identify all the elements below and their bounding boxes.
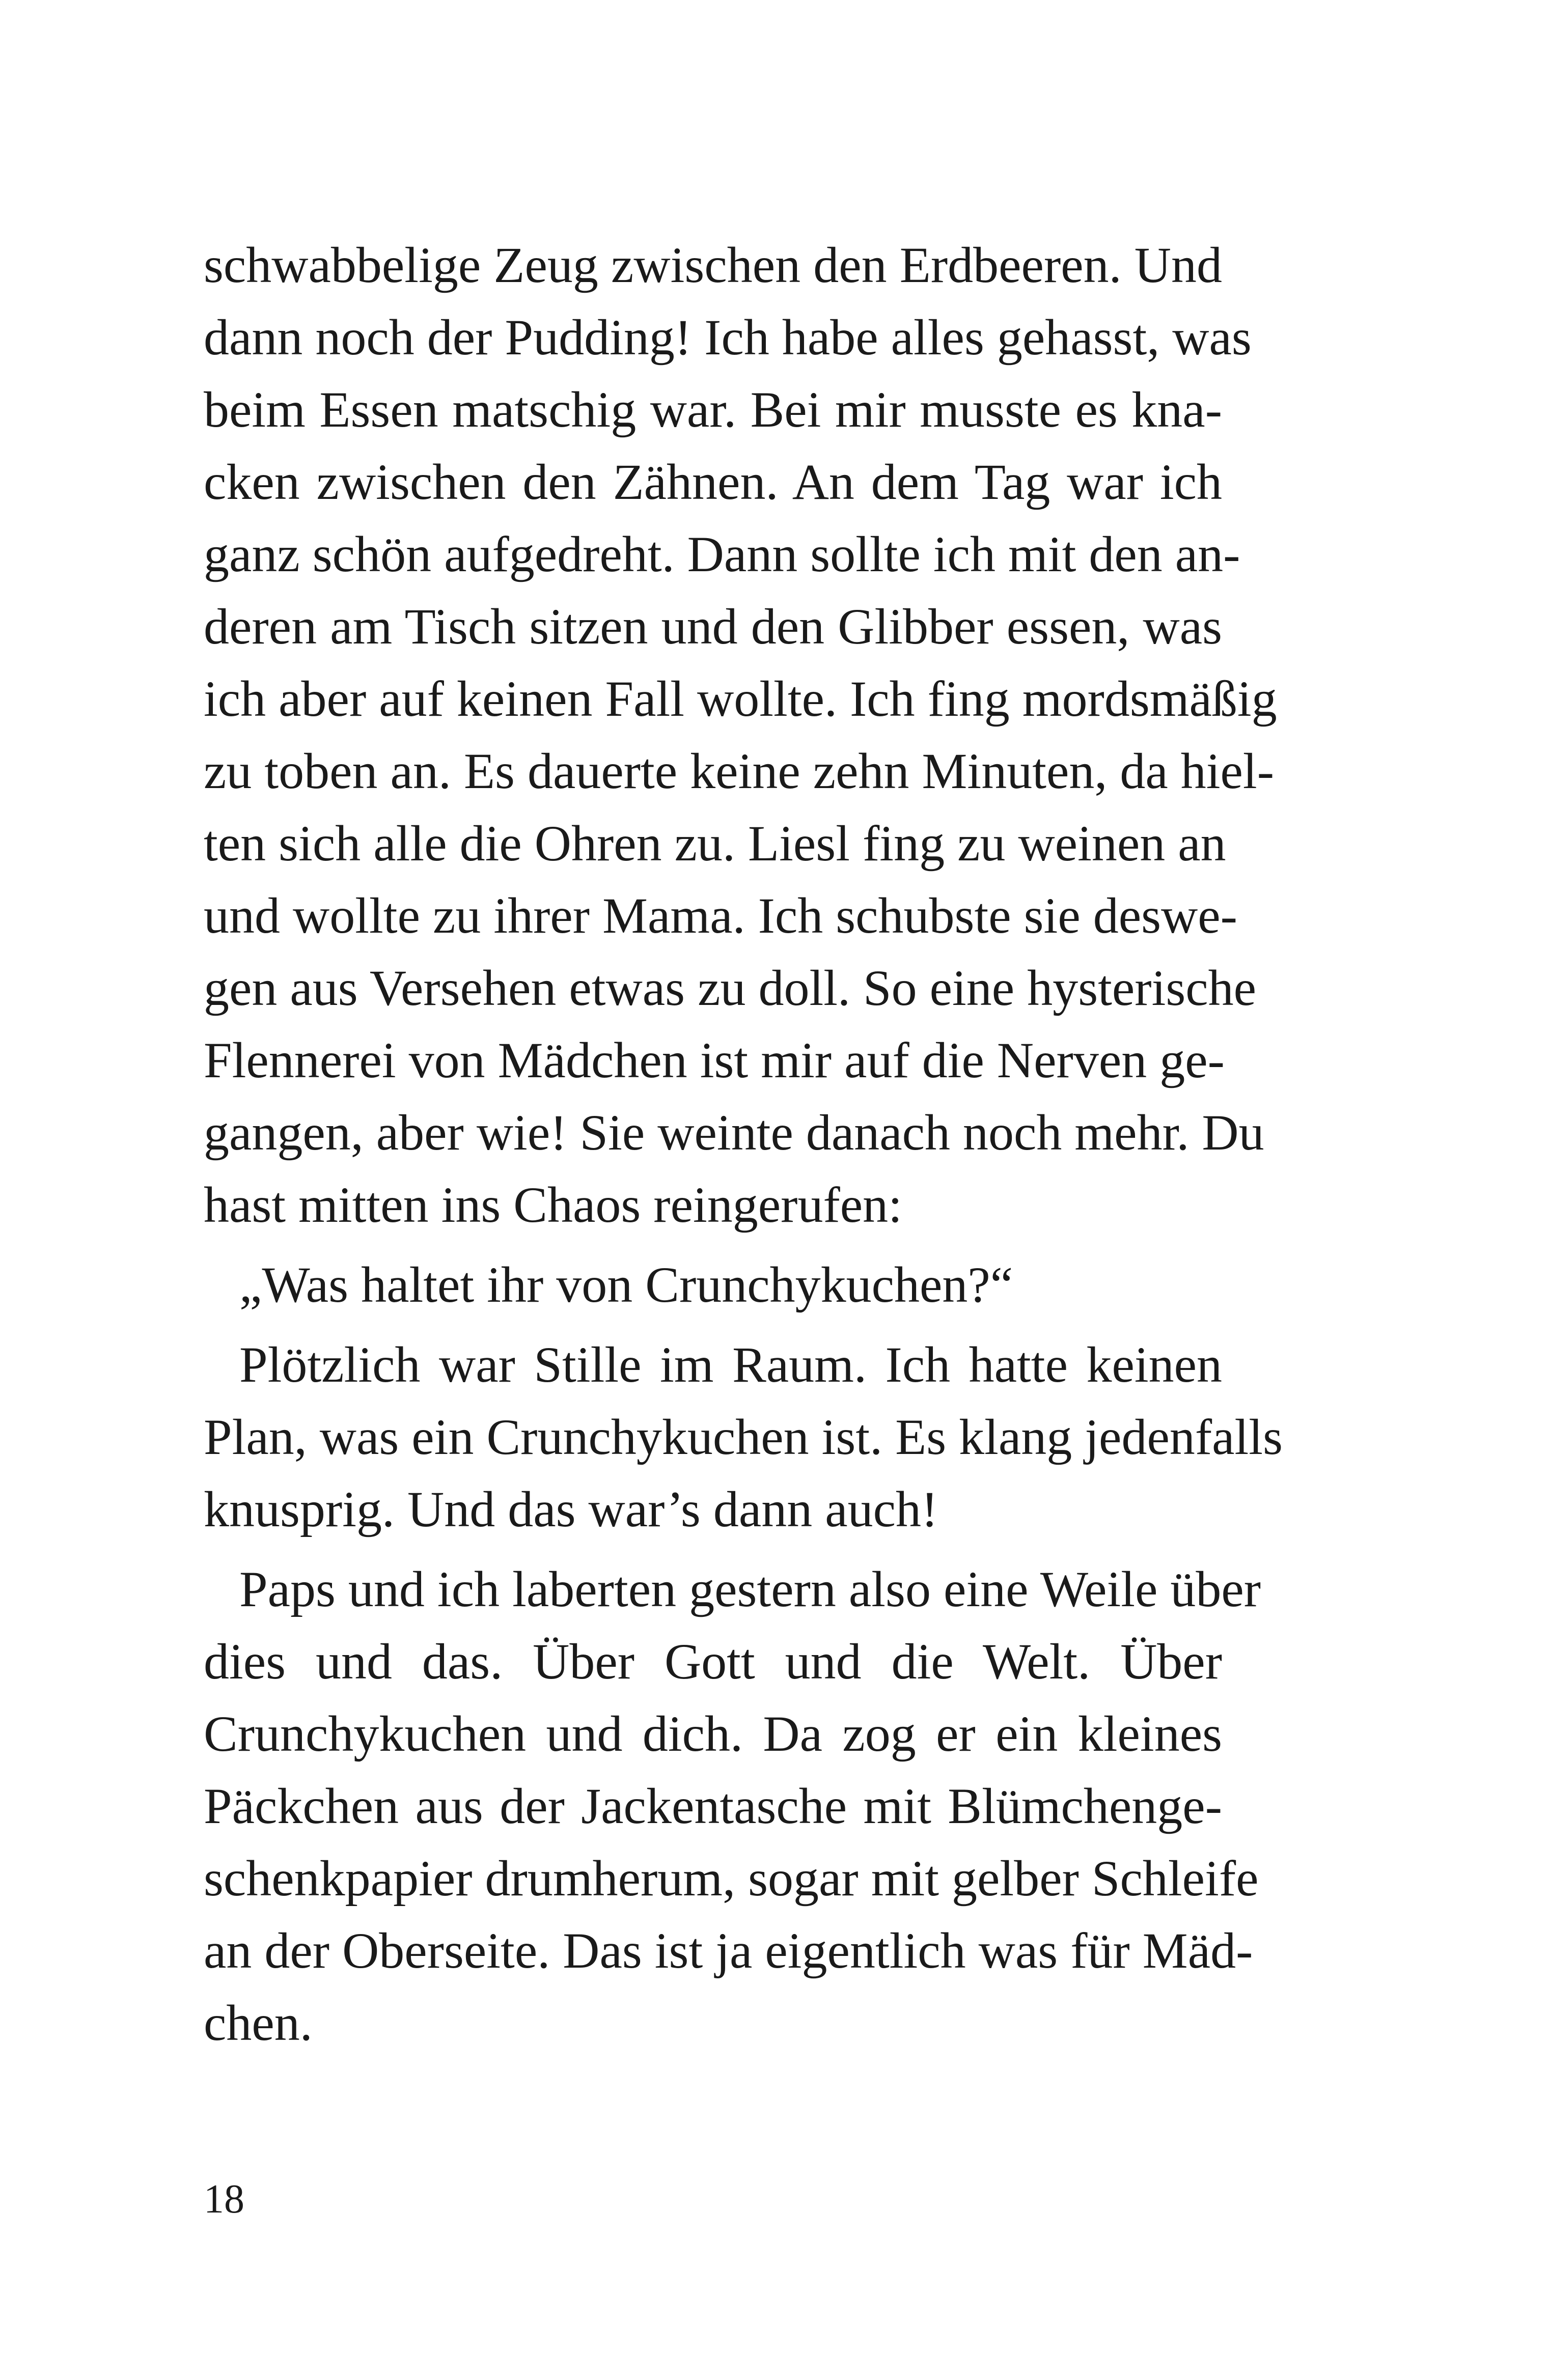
paragraph-start-line: Plötzlich war Stille im Raum. Ich hatte keinen: [239, 1336, 1222, 1393]
text-line: dies und das. Über Gott und die Welt. Über: [204, 1633, 1222, 1690]
text-line: deren am Tisch sitzen und den Glibber essen, was: [204, 598, 1222, 655]
text-line: Crunchykuchen und dich. Da zog er ein kleines: [204, 1705, 1222, 1762]
text-line: cken zwischen den Zähnen. An dem Tag war ich: [204, 454, 1222, 510]
text-line: Flennerei von Mädchen ist mir auf die Nerven ge-: [204, 1032, 1225, 1088]
text-line: ganz schön aufgedreht. Dann sollte ich mit den an-: [204, 526, 1240, 582]
text-line: beim Essen matschig war. Bei mir musste es kna-: [204, 381, 1222, 438]
text-line: ich aber auf keinen Fall wollte. Ich fing mordsmäßig: [204, 670, 1277, 727]
text-line: hast mitten ins Chaos reingerufen:: [204, 1177, 902, 1233]
text-line: und wollte zu ihrer Mama. Ich schubste sie deswe-: [204, 887, 1237, 944]
dialogue-line: „Was haltet ihr von Crunchykuchen?“: [239, 1256, 1013, 1313]
text-line: schenkpapier drumherum, sogar mit gelber Schleife: [204, 1850, 1259, 1907]
paragraph-start-line: Paps und ich laberten gestern also eine Weile über: [239, 1561, 1261, 1617]
text-line: Päckchen aus der Jackentasche mit Blümchenge-: [204, 1778, 1222, 1834]
text-line: gen aus Versehen etwas zu doll. So eine hysterische: [204, 960, 1257, 1016]
text-line: gangen, aber wie! Sie weinte danach noch mehr. Du: [204, 1104, 1264, 1161]
body-text: [204, 229, 1283, 2059]
text-line: knusprig. Und das war’s dann auch!: [204, 1481, 938, 1537]
text-line: zu toben an. Es dauerte keine zehn Minuten, da hiel-: [204, 743, 1275, 799]
page-number: 18: [204, 2177, 244, 2222]
text-line: dann noch der Pudding! Ich habe alles gehasst, was: [204, 309, 1252, 366]
text-line: Plan, was ein Crunchykuchen ist. Es klang jedenfalls: [204, 1409, 1283, 1465]
text-line: schwabbelige Zeug zwischen den Erdbeeren. Und: [204, 237, 1222, 293]
text-line: an der Oberseite. Das ist ja eigentlich was für Mäd-: [204, 1922, 1253, 1979]
text-line: chen.: [204, 1995, 313, 2051]
text-line: ten sich alle die Ohren zu. Liesl fing zu weinen an: [204, 815, 1226, 872]
